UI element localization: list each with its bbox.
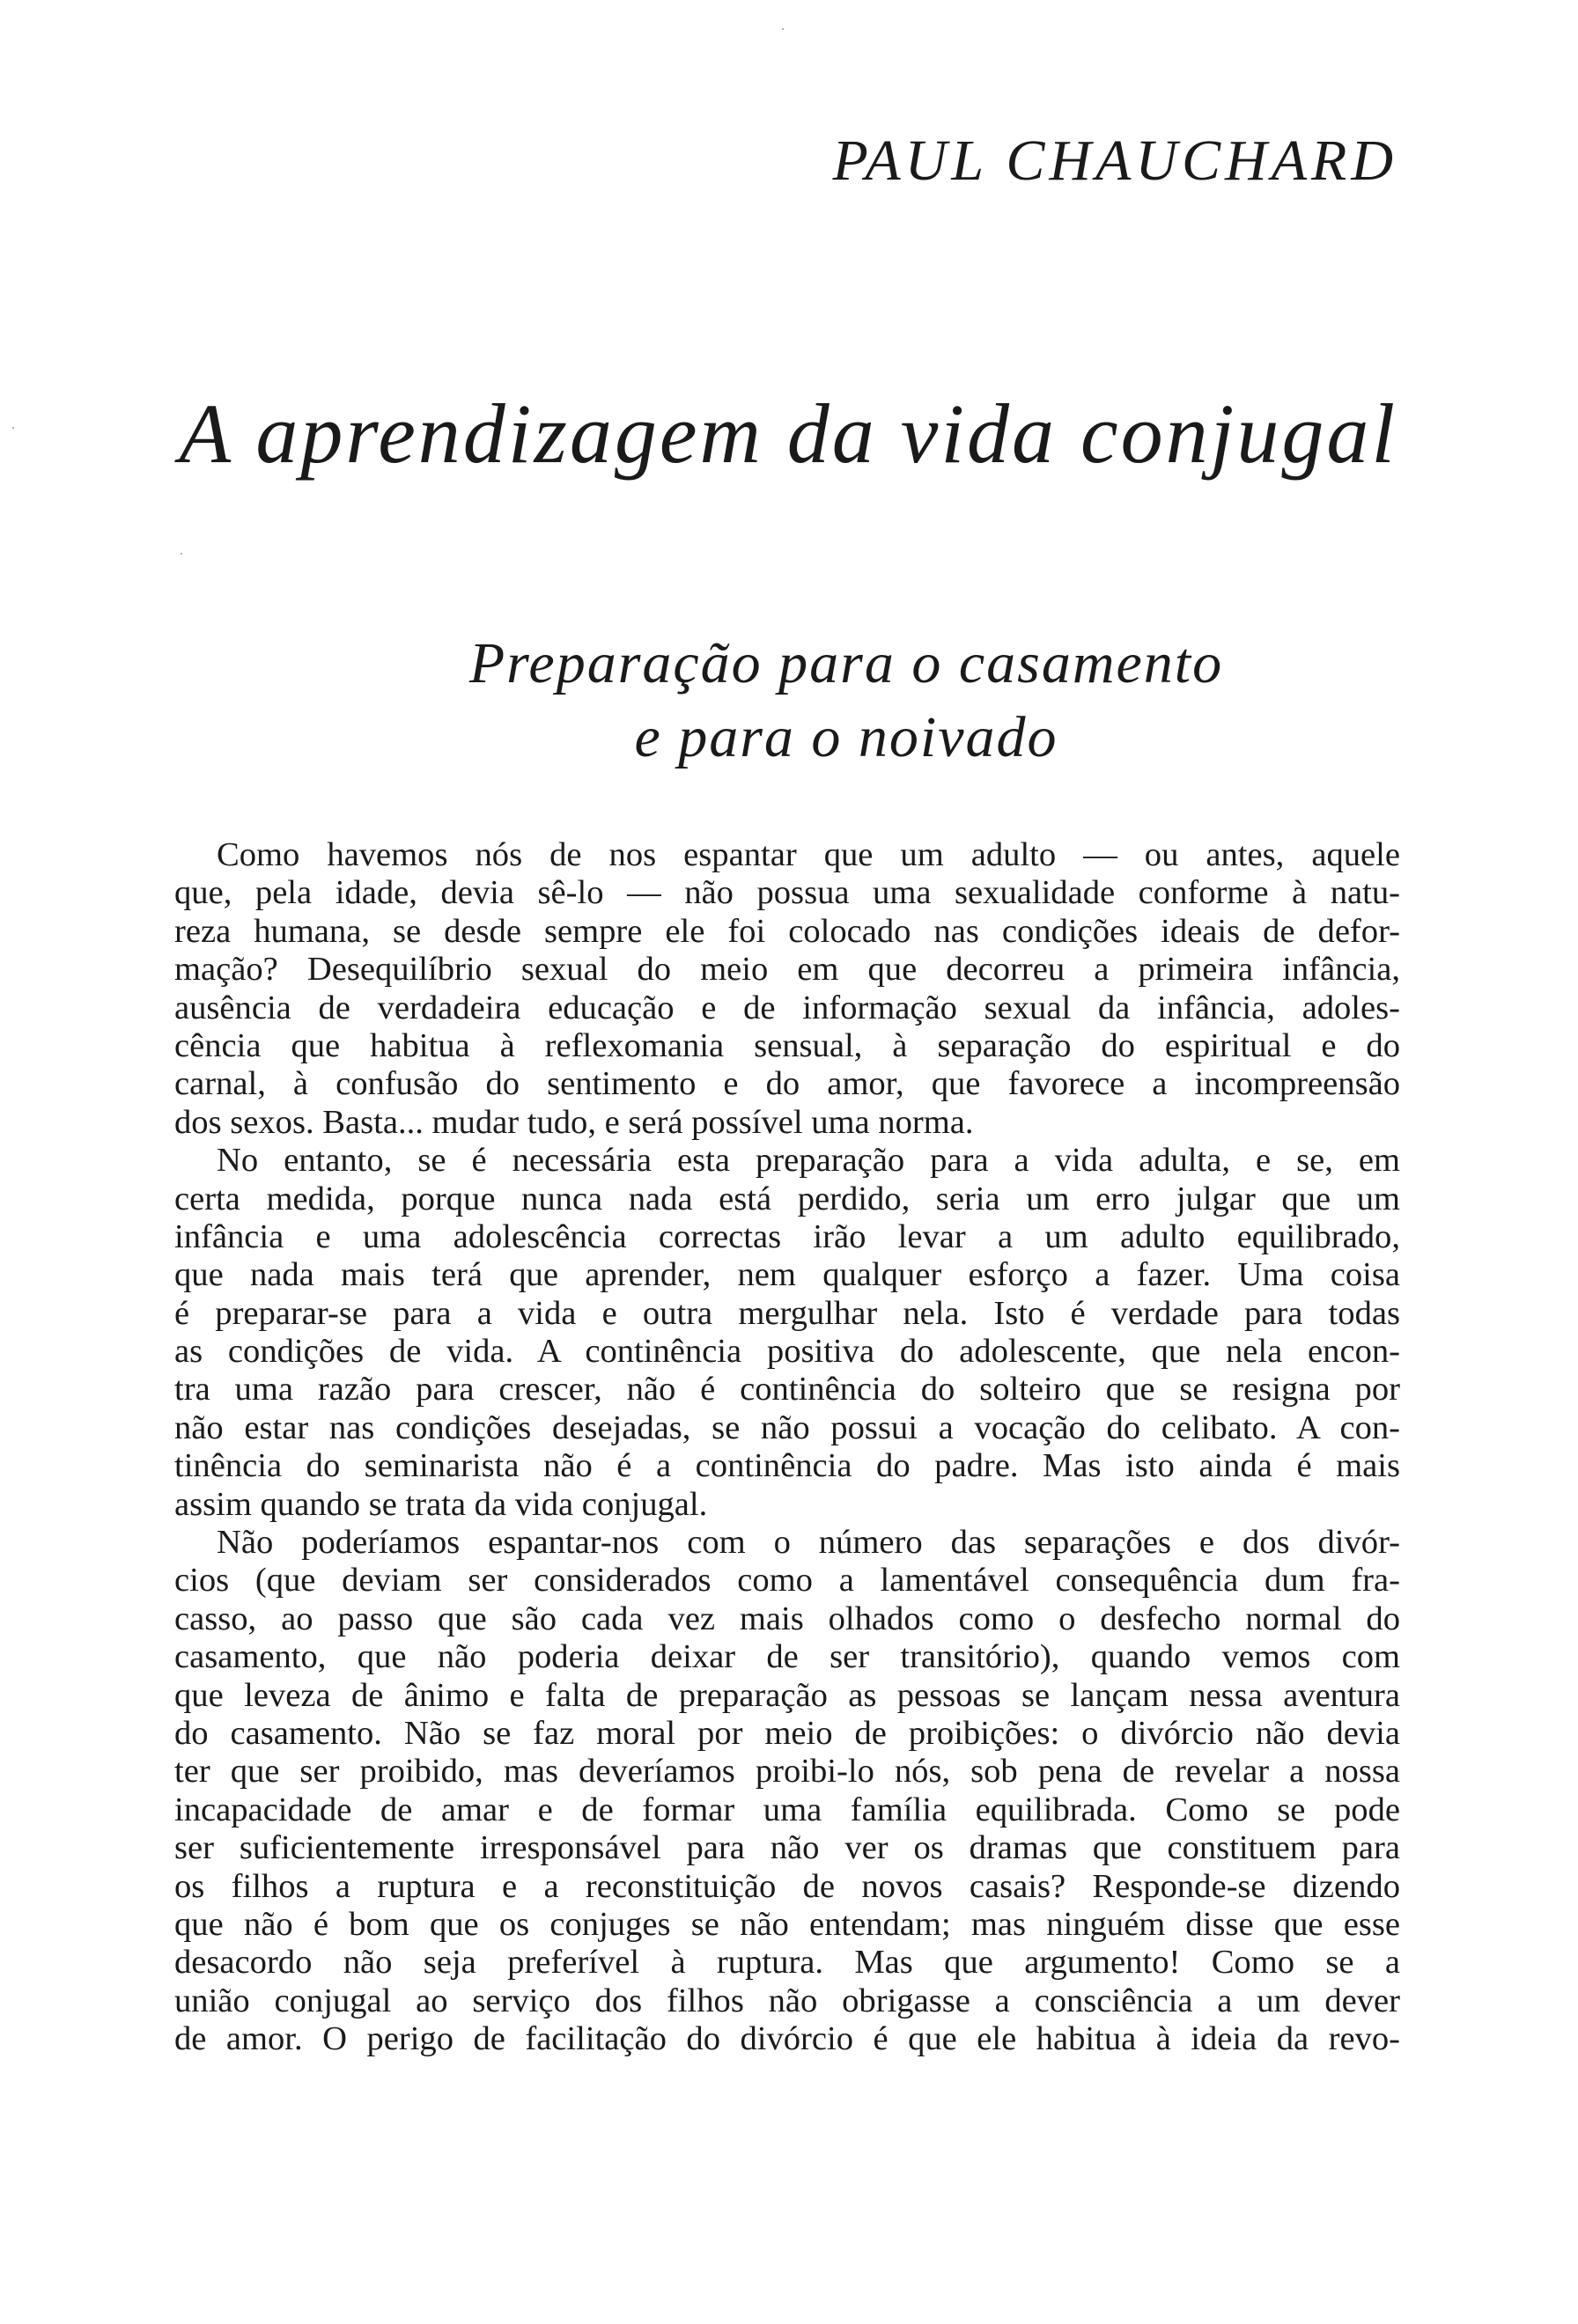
text-line: de amor. O perigo de facilitação do divórcio é que ele habitua à ideia da revo- [174,2020,1400,2058]
text-line: carnal, à confusão do sentimento e do amor, que favorece a incompreensão [174,1065,1400,1103]
text-line: ser suficientemente irresponsável para não ver os dramas que constituem para [174,1829,1400,1867]
scan-speck [12,427,14,429]
text-line: tra uma razão para crescer, não é continência do solteiro que se resigna por [174,1371,1400,1408]
text-line: que não é bom que os conjuges se não entendam; mas ninguém disse que esse [174,1905,1400,1943]
text-line: certa medida, porque nunca nada está perdido, seria um erro julgar que um [174,1180,1400,1217]
paragraph-2 [174,1142,1400,1524]
text-line: mação? Desequilíbrio sexual do meio em que decorreu a primeira infância, [174,951,1400,989]
text-line: assim quando se trata da vida conjugal. [174,1485,708,1523]
text-line: é preparar-se para a vida e outra mergulhar nela. Isto é verdade para todas [174,1294,1400,1332]
text-line: não estar nas condições desejadas, se não possui a vocação do celibato. A con- [174,1408,1400,1446]
text-line: Como havemos nós de nos espantar que um adulto — ou antes, aquele [217,836,1400,873]
article-title: A aprendizagem da vida conjugal [179,386,1397,481]
text-line: ter que ser proibido, mas deveríamos proibi-lo nós, sob pena de revelar a nossa [174,1753,1400,1791]
text-line: que leveza de ânimo e falta de preparação as pessoas se lançam nessa aventura [174,1676,1400,1714]
text-line: casamento, que não poderia deixar de ser transitório), quando vemos com [174,1638,1400,1676]
author-name: PAUL CHAUCHARD [832,129,1397,193]
paragraph-3 [174,1524,1400,2058]
text-line: desacordo não seja preferível à ruptura. Mas que argumento! Como se a [174,1944,1400,1982]
scan-speck [181,553,182,555]
subtitle-line-1: Preparação para o casamento [468,631,1224,695]
text-line: cência que habitua à reflexomania sensual, à separação do espiritual e do [174,1026,1400,1064]
text-line: união conjugal ao serviço dos filhos não obrigasse a consciência a um dever [174,1982,1400,2019]
scan-speck [782,28,784,30]
text-line: casso, ao passo que são cada vez mais olhados como o desfecho normal do [174,1600,1400,1637]
text-line: tinência do seminarista não é a continência do padre. Mas isto ainda é mais [174,1447,1400,1485]
text-line: que nada mais terá que aprender, nem qualquer esforço a fazer. Uma coisa [174,1256,1400,1294]
paragraph-1 [174,836,1400,1142]
text-line: ausência de verdadeira educação e de informação sexual da infância, adoles- [174,989,1400,1026]
text-line: incapacidade de amar e de formar uma família equilibrada. Como se pode [174,1791,1400,1828]
text-line: os filhos a ruptura e a reconstituição de novos casais? Responde-se dizendo [174,1867,1400,1905]
text-line: No entanto, se é necessária esta preparação para a vida adulta, e se, em [217,1142,1400,1180]
text-line: cios (que deviam ser considerados como a lamentável consequência dum fra- [174,1562,1400,1600]
text-line: Não poderíamos espantar-nos com o número das separações e dos divór- [217,1524,1400,1562]
text-line: do casamento. Não se faz moral por meio de proibições: o divórcio não devia [174,1714,1400,1752]
subtitle-line-2: e para o noivado [634,705,1058,769]
text-line: que, pela idade, devia sê-lo — não possua uma sexualidade conforme à natu- [174,874,1400,912]
text-line: dos sexos. Basta... mudar tudo, e será possível uma norma. [174,1103,974,1141]
text-line: reza humana, se desde sempre ele foi colocado nas condições ideais de defor- [174,912,1400,950]
text-line: infância e uma adolescência correctas irão levar a um adulto equilibrado, [174,1217,1400,1255]
body-text [174,836,1400,2059]
article-subtitle [0,627,1578,775]
text-line: as condições de vida. A continência positiva do adolescente, que nela encon- [174,1333,1400,1371]
